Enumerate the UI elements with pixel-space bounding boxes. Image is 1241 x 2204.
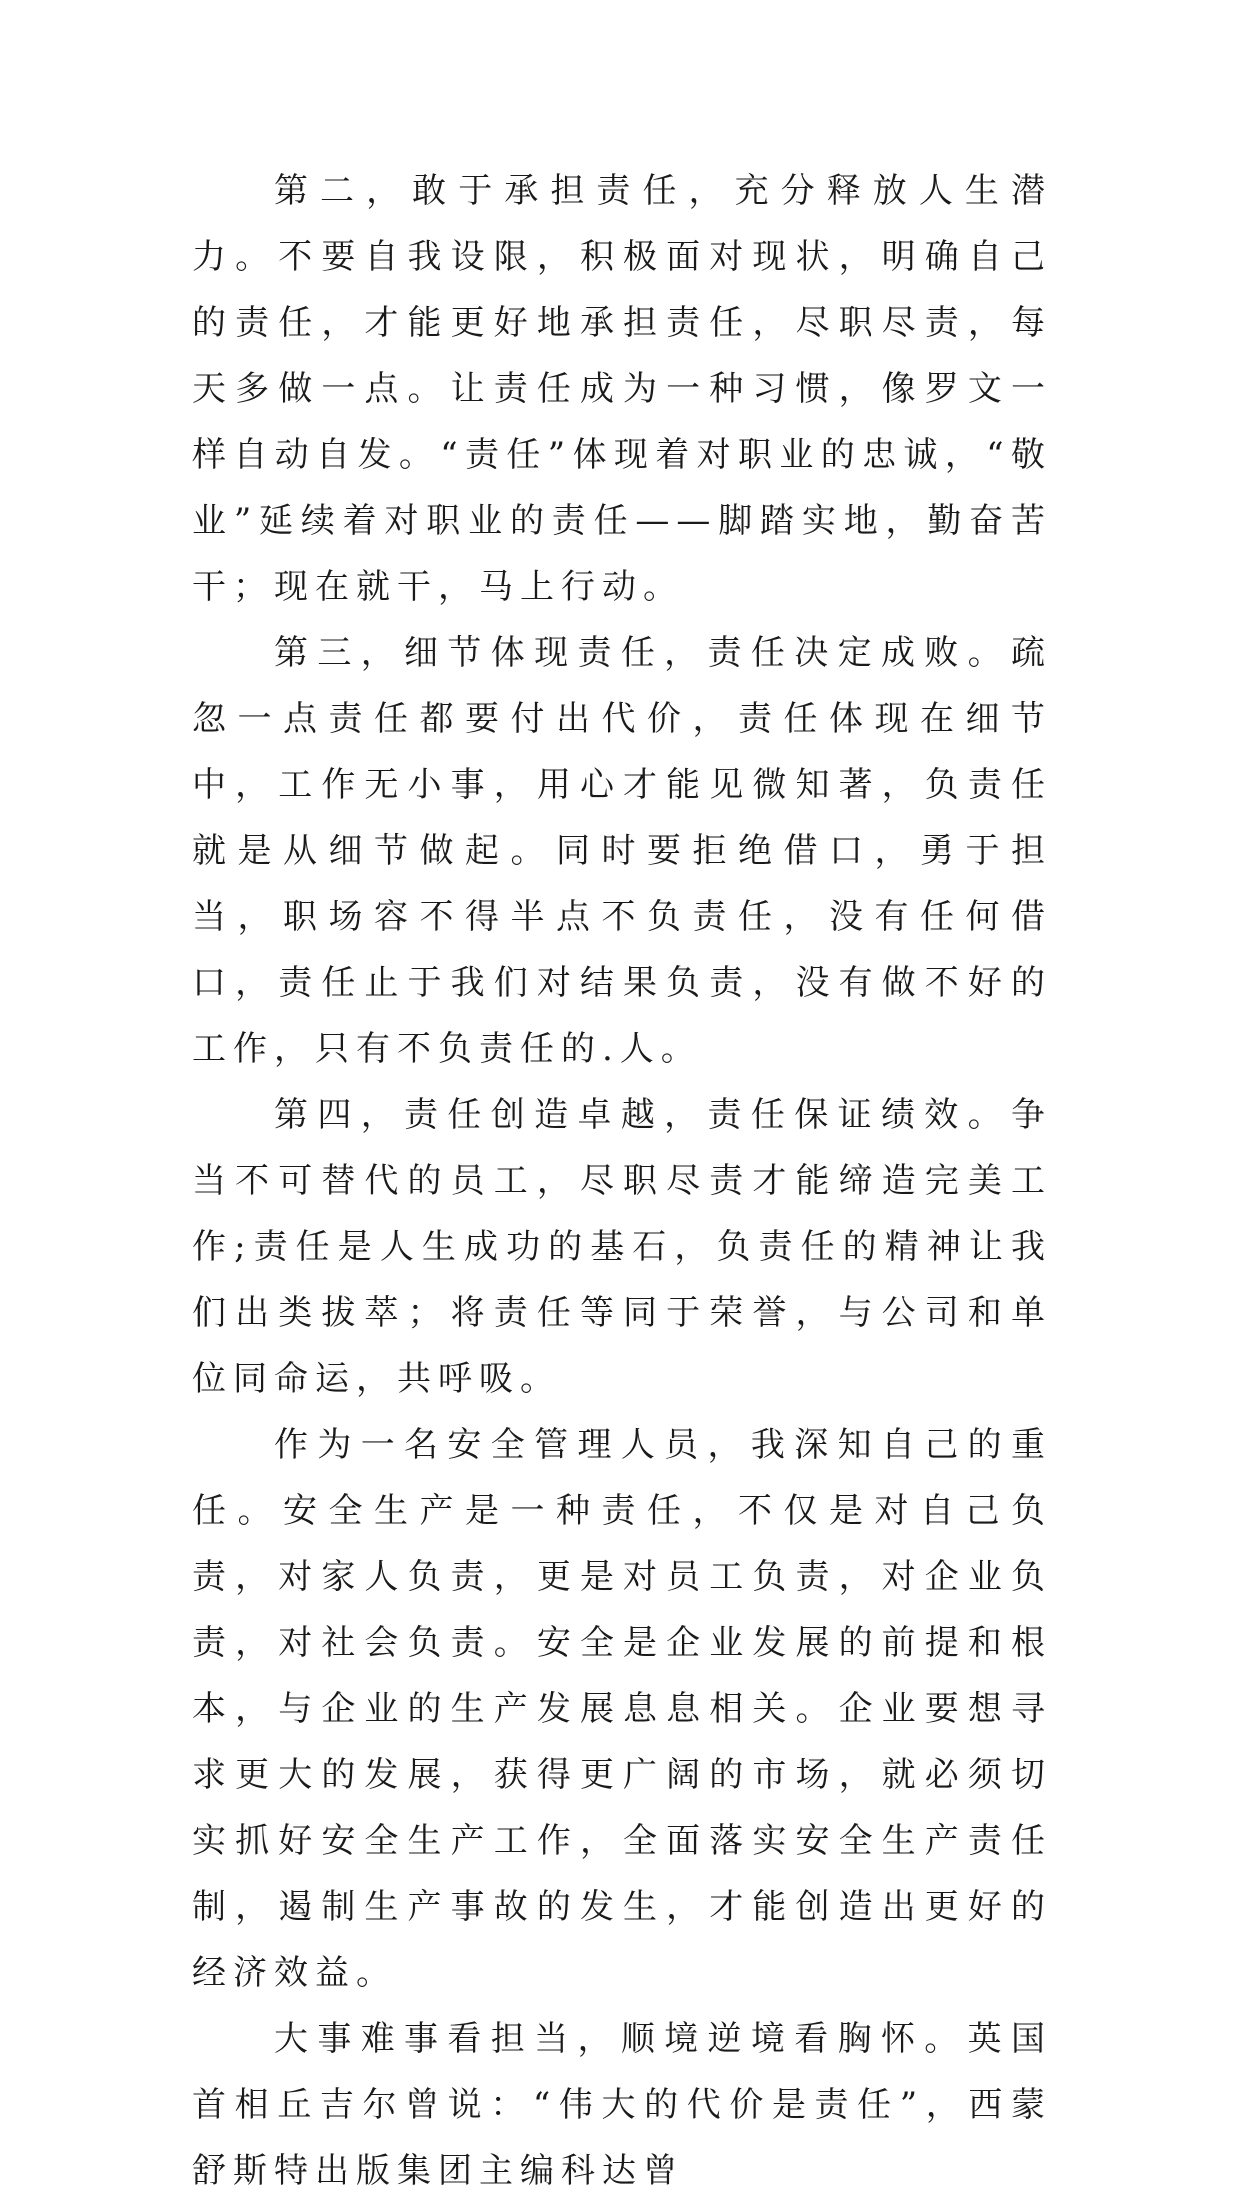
paragraph-churchill-quote: 大事难事看担当，顺境逆境看胸怀。英国首相丘吉尔曾说：“伟大的代价是责任”，西蒙舒斯特出版集团主编科达曾 [192,2019,1052,2191]
paragraph-second-point: 第二，敢于承担责任，充分释放人生潜力。不要自我设限，积极面对现状，明确自己的责任，才能更好地承担责任，尽职尽责，每天多做一点。让责任成为一种习惯，像罗文一样自动自发。“责任”体现着对职业的忠诚，“敬业”延续着对职业的责任——脚踏实地，勤奋苦干；现在就干，马上行动。 [192,171,1052,607]
paragraph-safety-manager: 作为一名安全管理人员，我深知自己的重任。安全生产是一种责任，不仅是对自己负责，对家人负责，更是对员工负责，对企业负责，对社会负责。安全是企业发展的前提和根本，与企业的生产发展息息相关。企业要想寻求更大的发展，获得更广阔的市场，就必须切实抓好安全生产工作，全面落实安全生产责任制，遏制生产事故的发生，才能创造出更好的经济效益。 [192,1425,1052,1993]
paragraph-third-point: 第三，细节体现责任，责任决定成败。疏忽一点责任都要付出代价，责任体现在细节中，工作无小事，用心才能见微知著，负责任就是从细节做起。同时要拒绝借口，勇于担当，职场容不得半点不负责任，没有任何借口，责任止于我们对结果负责，没有做不好的工作，只有不负责任的.人。 [192,633,1052,1069]
paragraph-fourth-point: 第四，责任创造卓越，责任保证绩效。争当不可替代的员工，尽职尽责才能缔造完美工作;责任是人生成功的基石，负责任的精神让我们出类拔萃；将责任等同于荣誉，与公司和单位同命运，共呼吸。 [192,1095,1052,1399]
document-body [192,158,1052,2204]
